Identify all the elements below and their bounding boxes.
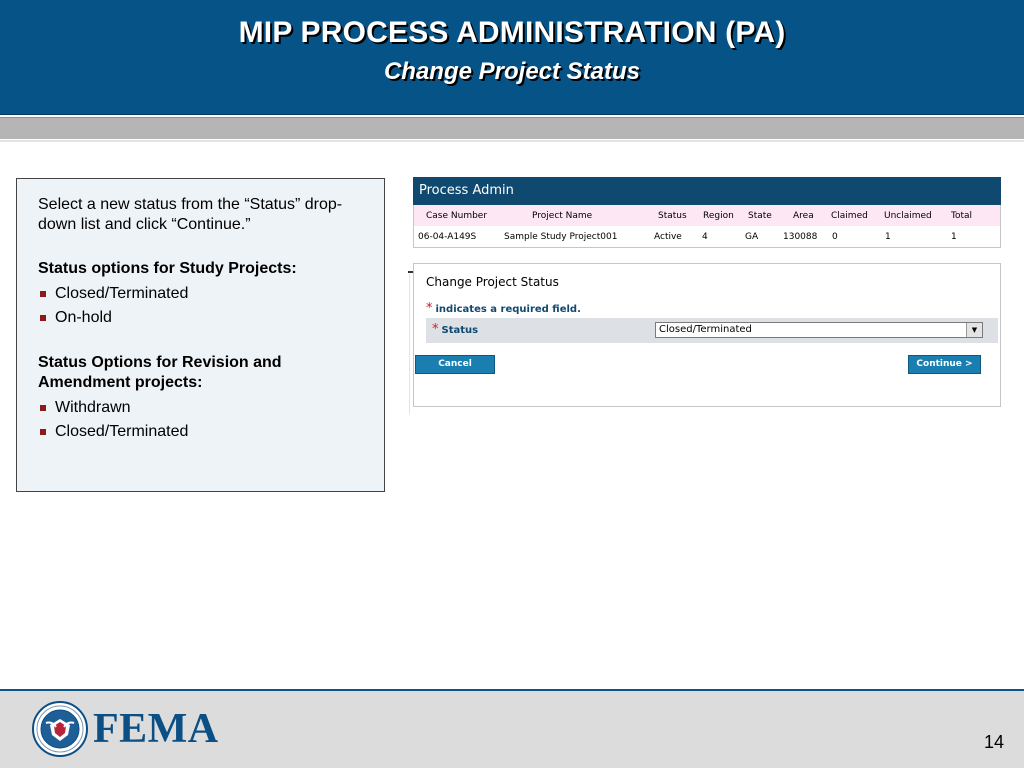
continue-button[interactable]: Continue > (908, 355, 981, 374)
column-header[interactable]: Claimed (831, 210, 868, 221)
list-item: On-hold (38, 308, 364, 328)
required-star-icon: * (426, 301, 433, 316)
list-item: Withdrawn (38, 398, 364, 418)
table-cell: 1 (951, 231, 957, 242)
bullet-icon (40, 405, 46, 411)
required-field-note: * indicates a required field. (426, 301, 581, 316)
column-header[interactable]: Area (793, 210, 814, 221)
list-item: Closed/Terminated (38, 422, 364, 442)
status-label: * Status (432, 322, 479, 337)
table-row[interactable] (414, 226, 1000, 247)
revision-options-list (38, 398, 364, 442)
fema-logo: FEMA (93, 706, 219, 752)
study-options-heading: Status options for Study Projects: (38, 260, 297, 277)
study-options-list (38, 284, 364, 328)
bullet-icon (40, 291, 46, 297)
revision-options-heading: Status Options for Revision and Amendment projects: (38, 354, 282, 391)
change-status-form (413, 263, 1001, 407)
slide-title: MIP PROCESS ADMINISTRATION (PA) (238, 16, 786, 49)
process-admin-panel (413, 177, 1001, 248)
table-cell: 06-04-A149S (418, 231, 477, 242)
column-header[interactable]: Total (951, 210, 973, 221)
table-cell: 130088 (783, 231, 818, 242)
table-cell: GA (745, 231, 759, 242)
table-cell: Active (654, 231, 682, 242)
column-header[interactable]: Case Number (426, 210, 488, 221)
dropdown-arrow-icon[interactable]: ▼ (966, 323, 982, 337)
column-header[interactable]: Status (658, 210, 687, 221)
column-header[interactable]: Project Name (532, 210, 593, 221)
table-cell: 4 (702, 231, 708, 242)
slide-header (0, 0, 1024, 115)
status-dropdown[interactable] (655, 322, 983, 338)
table-header-row (414, 205, 1000, 226)
table-cell: 0 (832, 231, 838, 242)
form-title: Change Project Status (426, 275, 559, 289)
column-header[interactable]: Region (703, 210, 734, 221)
process-admin-title: Process Admin (413, 177, 1001, 205)
instruction-text: Select a new status from the “Status” drop-down list and click “Continue.” (38, 196, 343, 233)
status-selected-value: Closed/Terminated (659, 324, 752, 335)
dhs-seal-icon (32, 701, 88, 757)
column-header[interactable]: State (748, 210, 772, 221)
instruction-box (16, 178, 385, 492)
table-cell: Sample Study Project001 (504, 231, 618, 242)
bullet-icon (40, 429, 46, 435)
list-item: Closed/Terminated (38, 284, 364, 304)
crop-edge (409, 274, 410, 414)
status-field-row (426, 318, 998, 343)
slide-footer (0, 689, 1024, 768)
column-header[interactable]: Unclaimed (884, 210, 932, 221)
required-star-icon: * (432, 322, 439, 337)
project-table (413, 205, 1001, 248)
bullet-icon (40, 315, 46, 321)
page-number: 14 (983, 732, 1004, 752)
header-divider (0, 117, 1024, 139)
cancel-button[interactable]: Cancel (415, 355, 495, 374)
slide-subtitle: Change Project Status (383, 58, 641, 85)
table-cell: 1 (885, 231, 891, 242)
